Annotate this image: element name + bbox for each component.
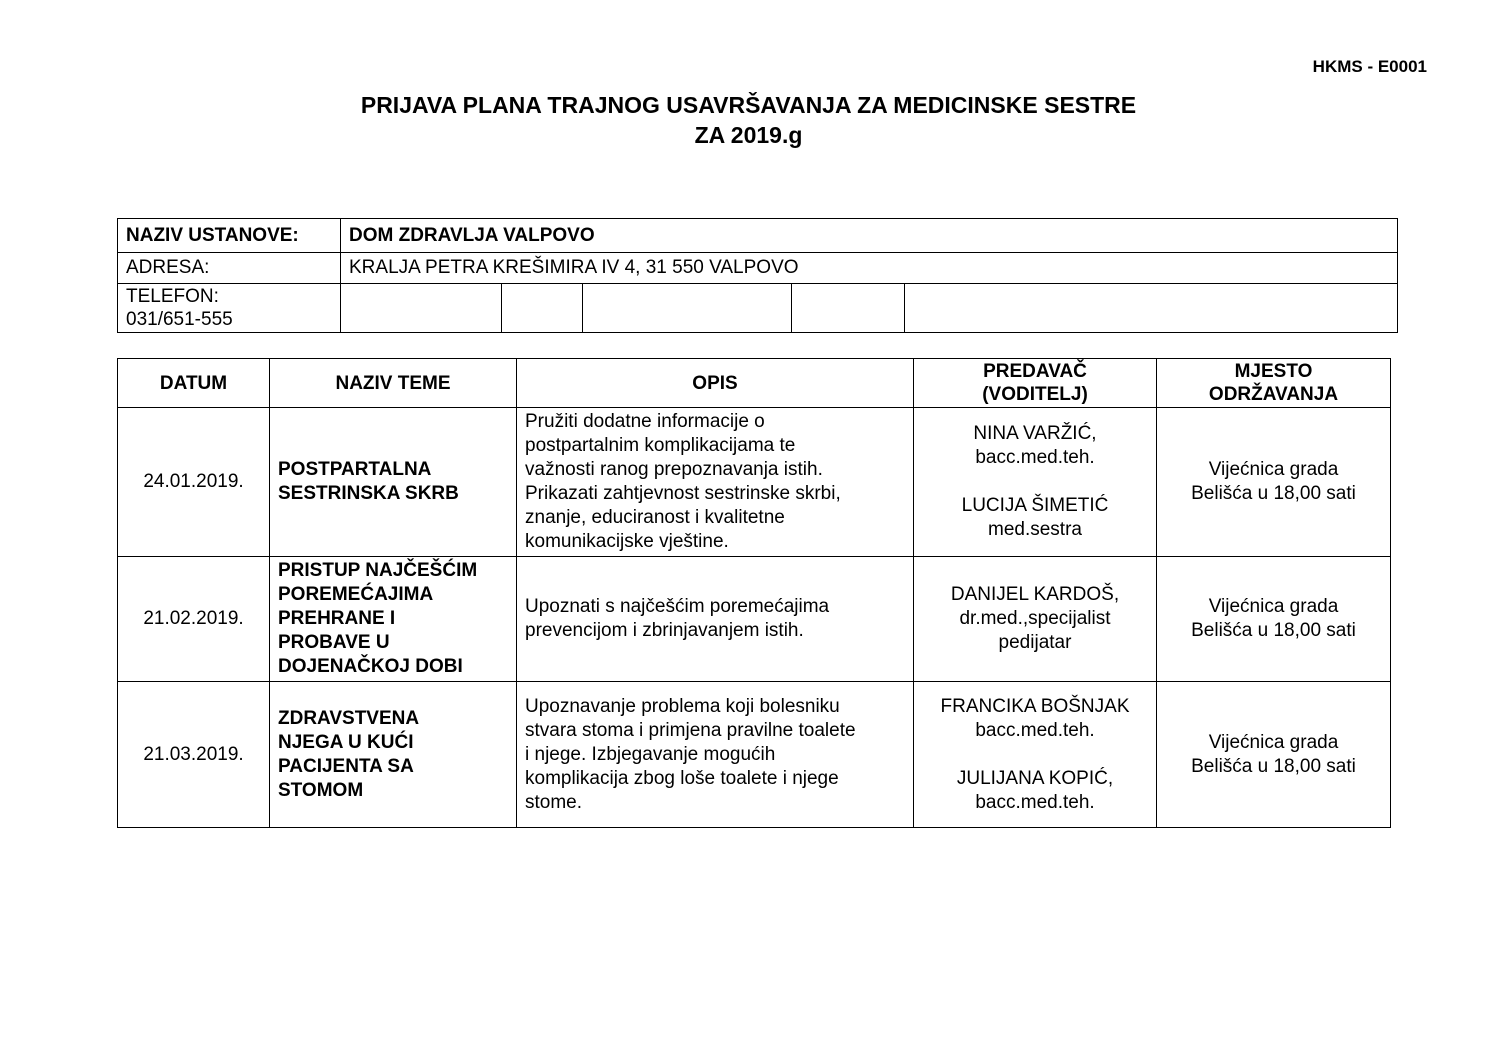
phone-value: 031/651-555 bbox=[126, 309, 233, 330]
topic-line: SESTRINSKA SKRB bbox=[278, 483, 459, 504]
form-code: HKMS - E0001 bbox=[1312, 57, 1427, 76]
description-line: Upoznavanje problema koji bolesniku bbox=[525, 695, 840, 717]
page-title bbox=[0, 90, 1497, 150]
location-line: Vijećnica grada bbox=[1208, 731, 1339, 753]
phone-cell bbox=[118, 284, 341, 333]
description-line: postpartalnim komplikacijama te bbox=[525, 435, 796, 456]
topic-line: POREMEĆAJIMA bbox=[278, 584, 434, 605]
description-line: prevencijom i zbrinjavanjem istih. bbox=[525, 620, 804, 641]
lecturer-line: bacc.med.teh. bbox=[975, 791, 1095, 813]
lecturer-line: DANIJEL KARDOŠ, bbox=[950, 584, 1120, 605]
phone-empty-cell bbox=[341, 284, 502, 333]
lecturer-line: bacc.med.teh. bbox=[975, 447, 1095, 468]
row-topic bbox=[270, 408, 517, 557]
topic-line: NJEGA U KUĆI bbox=[278, 731, 414, 753]
phone-empty-cell bbox=[502, 284, 583, 333]
row-lecturer bbox=[914, 557, 1157, 682]
header-mjesto-line-2: ODRŽAVANJA bbox=[1208, 384, 1339, 405]
phone-empty-cell bbox=[792, 284, 905, 333]
topic-line: POSTPARTALNA bbox=[278, 459, 432, 480]
lecturer-line: NINA VARŽIĆ, bbox=[973, 423, 1097, 444]
topic-line: PREHRANE I bbox=[278, 608, 396, 629]
header-opis: OPIS bbox=[517, 359, 914, 408]
header-datum: DATUM bbox=[118, 359, 270, 408]
table-row bbox=[118, 557, 1391, 682]
description-line: komplikacija zbog loše toalete i njege bbox=[525, 767, 839, 789]
title-line-2: ZA 2019.g bbox=[694, 122, 803, 148]
description-line: komunikacijske vještine. bbox=[525, 531, 729, 552]
description-line: stome. bbox=[525, 791, 583, 813]
table-row bbox=[118, 682, 1391, 828]
address-value: KRALJA PETRA KREŠIMIRA IV 4, 31 550 VALPOVO bbox=[341, 253, 1398, 284]
topic-line: ZDRAVSTVENA bbox=[278, 707, 420, 729]
header-predavac-line-1: PREDAVAČ bbox=[983, 361, 1087, 382]
row-topic bbox=[270, 682, 517, 828]
phone-label: TELEFON: bbox=[126, 286, 219, 307]
location-line: Vijećnica grada bbox=[1208, 459, 1339, 480]
description-line: i njege. Izbjegavanje mogućih bbox=[525, 743, 776, 765]
row-location bbox=[1157, 557, 1391, 682]
topic-line: PROBAVE U bbox=[278, 632, 390, 653]
phone-empty-cell bbox=[905, 284, 1398, 333]
row-date: 24.01.2019. bbox=[118, 408, 270, 557]
topic-line: PRISTUP NAJČEŠĆIM bbox=[278, 560, 478, 581]
row-date: 21.03.2019. bbox=[118, 682, 270, 828]
header-mjesto bbox=[1157, 359, 1391, 408]
description-line: važnosti ranog prepoznavanja istih. bbox=[525, 459, 823, 480]
description-line: znanje, educiranost i kvalitetne bbox=[525, 507, 785, 528]
lecturer-line: FRANCIKA BOŠNJAK bbox=[940, 695, 1130, 717]
description-line: Prikazati zahtjevnost sestrinske skrbi, bbox=[525, 483, 841, 504]
institution-table bbox=[117, 218, 1398, 333]
lecturer-line: bacc.med.teh. bbox=[975, 719, 1095, 741]
address-label: ADRESA: bbox=[118, 253, 341, 284]
schedule-header-row bbox=[118, 359, 1391, 408]
lecturer-line: pedijatar bbox=[998, 632, 1072, 653]
institution-name-label: NAZIV USTANOVE: bbox=[118, 219, 341, 253]
header-predavac-line-2: (VODITELJ) bbox=[982, 384, 1088, 405]
row-date: 21.02.2019. bbox=[118, 557, 270, 682]
row-lecturer bbox=[914, 682, 1157, 828]
location-line: Belišća u 18,00 sati bbox=[1191, 620, 1356, 641]
row-topic bbox=[270, 557, 517, 682]
row-lecturer bbox=[914, 408, 1157, 557]
header-naziv-teme: NAZIV TEME bbox=[270, 359, 517, 408]
topic-line: DOJENAČKOJ DOBI bbox=[278, 656, 463, 677]
lecturer-line: med.sestra bbox=[988, 519, 1082, 540]
topic-line: STOMOM bbox=[278, 779, 364, 801]
row-location bbox=[1157, 682, 1391, 828]
header-predavac bbox=[914, 359, 1157, 408]
description-line: stvara stoma i primjena pravilne toalete bbox=[525, 719, 856, 741]
phone-empty-cell bbox=[583, 284, 792, 333]
description-line: Pružiti dodatne informacije o bbox=[525, 411, 765, 432]
description-line: Upoznati s najčešćim poremećajima bbox=[525, 596, 830, 617]
lecturer-line: LUCIJA ŠIMETIĆ bbox=[961, 495, 1109, 516]
lecturer-line: dr.med.,specijalist bbox=[959, 608, 1111, 629]
row-description bbox=[517, 682, 914, 828]
location-line: Belišća u 18,00 sati bbox=[1191, 755, 1356, 777]
schedule-table bbox=[117, 358, 1391, 828]
title-line-1: PRIJAVA PLANA TRAJNOG USAVRŠAVANJA ZA MEDICINSKE SESTRE bbox=[360, 92, 1137, 118]
table-row bbox=[118, 408, 1391, 557]
location-line: Vijećnica grada bbox=[1208, 596, 1339, 617]
row-description bbox=[517, 408, 914, 557]
header-mjesto-line-1: MJESTO bbox=[1234, 361, 1313, 382]
lecturer-line: JULIJANA KOPIĆ, bbox=[956, 767, 1114, 789]
location-line: Belišća u 18,00 sati bbox=[1191, 483, 1356, 504]
institution-name-value: DOM ZDRAVLJA VALPOVO bbox=[341, 219, 1398, 253]
topic-line: PACIJENTA SA bbox=[278, 755, 414, 777]
row-location bbox=[1157, 408, 1391, 557]
row-description bbox=[517, 557, 914, 682]
